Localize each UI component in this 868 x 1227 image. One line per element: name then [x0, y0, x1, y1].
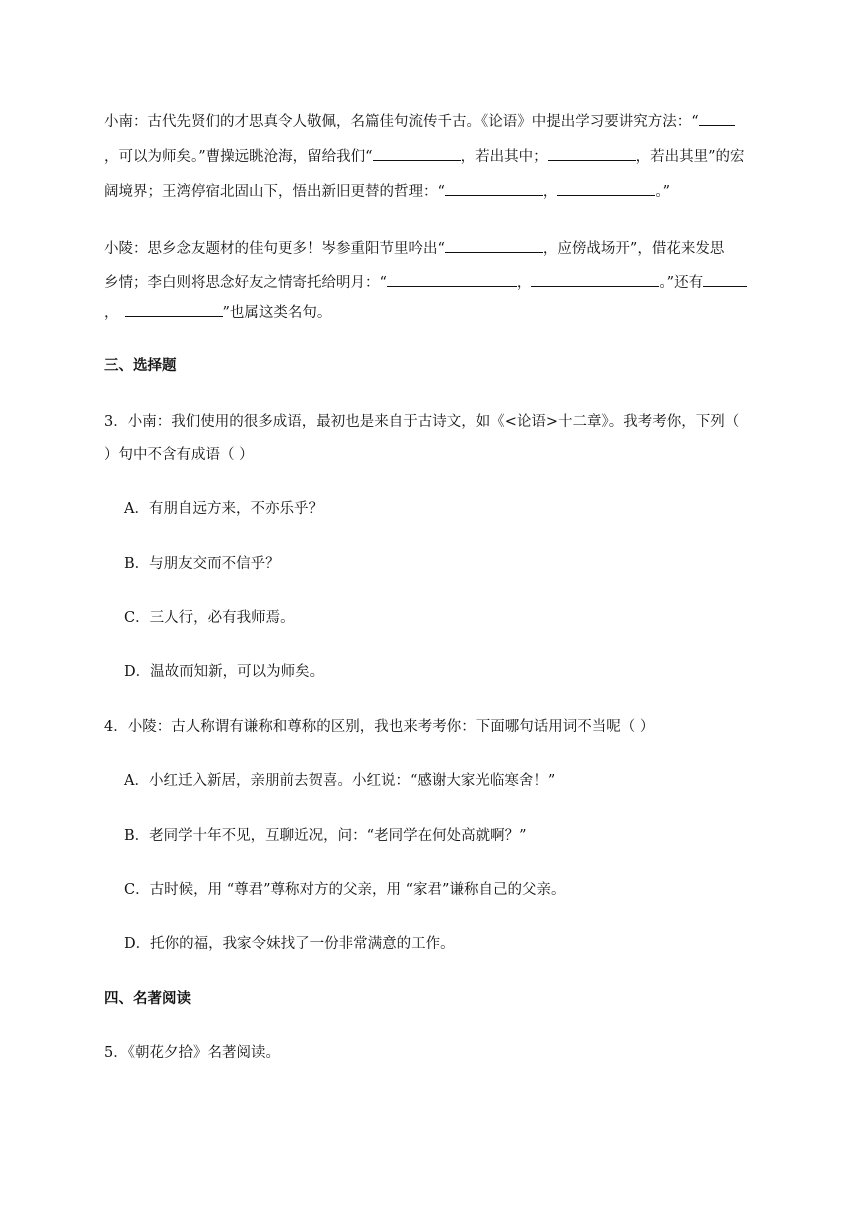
passage-text: 小陵：思乡念友题材的佳句更多！岑参重阳节里吟出“	[104, 241, 445, 257]
passage-text: ，	[516, 275, 532, 291]
passage-line	[104, 181, 768, 202]
answer-blank[interactable]	[531, 272, 659, 287]
question-5-stem: 5．《朝花夕拾》名著阅读。	[104, 1045, 280, 1061]
answer-blank[interactable]	[373, 146, 461, 161]
question-4-option-d: D．托你的福，我家令妹找了一份非常满意的工作。	[124, 936, 455, 952]
passage-line	[104, 302, 768, 323]
question-3-option-d: D．温故而知新，可以为师矣。	[124, 664, 325, 680]
answer-blank[interactable]	[548, 146, 636, 161]
question-3-option-b: B．与朋友交而不信乎？	[124, 556, 280, 572]
question-3-stem-cont: ）句中不含有成语（ ）	[104, 447, 254, 463]
section-heading: 四、名著阅读	[104, 991, 191, 1007]
passage-line	[104, 272, 768, 293]
question-4-option-b: B．老同学十年不见，互聊近况，问：“老同学在何处高就啊？”	[124, 828, 527, 844]
passage-text: 。”	[655, 184, 671, 200]
passage-text: ，若出其里”的宏	[635, 149, 745, 165]
question-3-option-c: C．三人行，必有我师焉。	[124, 610, 295, 626]
answer-blank[interactable]	[445, 181, 543, 196]
passage-text: ”也属这类名句。	[222, 305, 332, 321]
passage-line	[104, 238, 768, 259]
question-3-stem: 3．小南：我们使用的很多成语，最初也是来自于古诗文，如《<论语>十二章》。我考考你，下列（	[104, 414, 740, 430]
answer-blank[interactable]	[699, 111, 735, 126]
question-4-stem: 4．小陵：古人称谓有谦称和尊称的区别，我也来考考你：下面哪句话用词不当呢（ ）	[104, 719, 655, 735]
passage-text: ，若出其中；	[460, 149, 548, 165]
answer-blank[interactable]	[557, 181, 655, 196]
section-heading: 三、选择题	[104, 358, 177, 374]
passage-text: 。”还有	[659, 275, 704, 291]
passage-text: 阔境界；王湾停宿北固山下，悟出新旧更替的哲理：“	[104, 184, 445, 200]
answer-blank[interactable]	[387, 272, 517, 287]
question-4-option-c: C．古时候，用 “尊君”尊称对方的父亲，用 “家君”谦称自己的父亲。	[124, 882, 566, 898]
passage-line	[104, 146, 768, 167]
passage-text: ，	[542, 184, 558, 200]
answer-blank[interactable]	[703, 272, 747, 287]
passage-line	[104, 111, 768, 132]
passage-text: 乡情；李白则将思念好友之情寄托给明月：“	[104, 275, 387, 291]
question-4-option-a: A．小红迁入新居，亲朋前去贺喜。小红说：“感谢大家光临寒舍！”	[124, 773, 556, 789]
passage-text: ，	[104, 305, 119, 321]
question-3-option-a: A．有朋自远方来，不亦乐乎？	[124, 501, 323, 517]
passage-text: ，应傍战场开”，借花来发思	[542, 241, 725, 257]
answer-blank[interactable]	[125, 302, 223, 317]
answer-blank[interactable]	[445, 238, 543, 253]
passage-text: ，可以为师矣。”曹操远眺沧海，留给我们“	[104, 149, 373, 165]
passage-text: 小南：古代先贤们的才思真令人敬佩，名篇佳句流传千古。《论语》中提出学习要讲究方法：“	[104, 114, 699, 130]
